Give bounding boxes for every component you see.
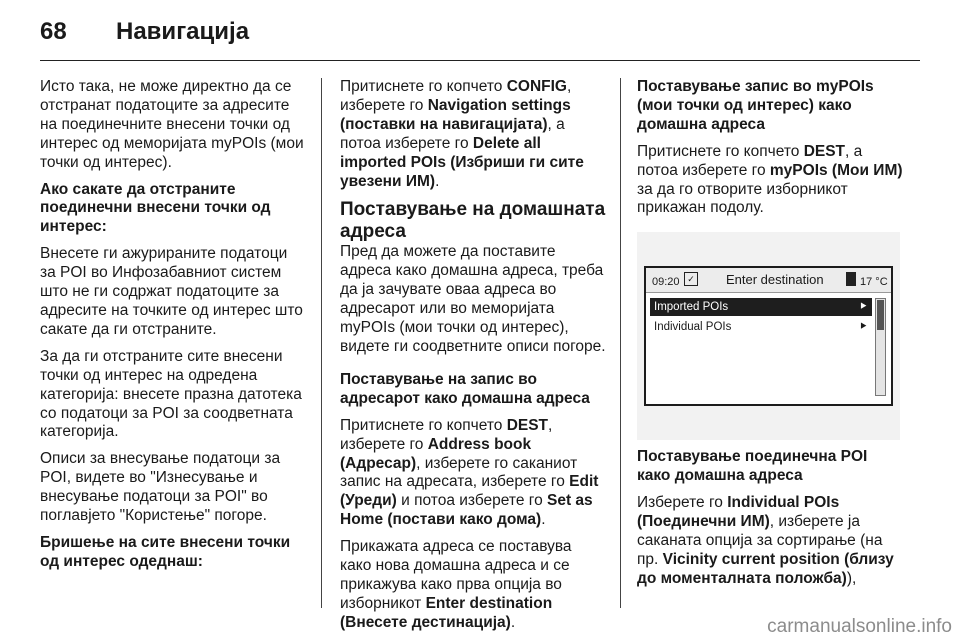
paragraph: Притиснете го копчето DEST, а потоа изберете го myPOIs (Мои ИМ) за да го отворите изборникот прикажан подолу. — [637, 142, 903, 217]
paragraph: Изберете го Individual POIs (Поединечни ИМ), изберете ја саканата опција за сортирање (на пр. Vicinity current position (близу до моменталната положба)), — [637, 494, 894, 587]
section-heading: Поставување поединечна POI како домашна адреса — [637, 448, 868, 485]
enter-destination-label: Enter destination (Внесете дестинација) — [340, 594, 553, 631]
mypois-label: myPOIs (Мои ИМ) — [769, 161, 903, 179]
individual-pois-label: Individual POIs (Поединечни ИМ) — [637, 494, 840, 531]
section-heading: Ако сакате да отстраните поединечни внесени точки од интерес: — [40, 180, 271, 236]
header-rule — [40, 60, 920, 61]
set-as-home-label: Set as Home (постави како дома) — [340, 492, 593, 529]
section-heading: Поставување запис во myPOIs (мои точки од интерес) како домашна адреса — [637, 78, 874, 133]
section-heading: Бришење на сите внесени точки од интерес одеднаш: — [40, 533, 291, 570]
paragraph: Пред да можете да поставите адреса како домашна адреса, треба да ја зачувате оваа адреса во адресарот или во меморијата myPOIs (мои точки од интерес), видете ги соодветните описи погоре. — [340, 243, 606, 355]
config-button-label: CONFIG — [506, 78, 567, 95]
watermark: carmanualsonline.info — [767, 616, 952, 637]
dest-button-label: DEST — [506, 416, 549, 434]
column-divider — [620, 78, 621, 608]
paragraph: Исто така, не може директно да се отстранат податоците за адресите на поединечните внесени точки од интерес од меморијата myPOIs (мои точки од интерес). — [40, 78, 304, 171]
menu-item-individual-pois[interactable]: Individual POIs ⯈ — [650, 318, 872, 336]
temperature: 17 °C — [860, 276, 888, 289]
page-number: 68 — [40, 18, 67, 45]
paragraph: За да ги отстраните сите внесени точки од интерес на одредена категорија: внесете празна датотека со податоци за POI за соодветната категорија. — [40, 347, 302, 441]
paragraph: Прикажата адреса се поставува како нова домашна адреса и се прикажува како прва опција во изборникот Enter destination (Внесете дестинација). — [340, 538, 572, 631]
menu-item-imported-pois[interactable]: Imported POIs ⯈ — [650, 298, 872, 316]
clock: 09:20 — [652, 276, 680, 289]
vicinity-label: Vicinity current position (близу до моменталната положба) — [637, 550, 894, 587]
arrow-right-icon: ⯈ — [858, 301, 868, 314]
column-divider — [321, 78, 322, 608]
address-book-label: Address book (Адресар) — [340, 435, 532, 472]
scrollbar[interactable] — [875, 298, 886, 396]
column-left — [40, 78, 306, 580]
paragraph: Притиснете го копчето CONFIG, изберете го Navigation settings (поставки на навигацијата), а потоа изберете го Delete all imported POIs (Избриши ги сите увезени ИМ). — [340, 78, 584, 190]
paragraph: Притиснете го копчето DEST, изберете го Address book (Адресар), изберете го саканиот запис на адресата, изберете го Edit (Уреди) и потоа изберете го Set as Home (постави како дома). — [340, 416, 599, 529]
page-header — [40, 18, 920, 58]
section-title: Поставување на домашната адреса — [340, 199, 606, 243]
section-heading: Поставување на запис во адресарот како домашна адреса — [340, 370, 590, 407]
screen-title: Enter destination — [726, 272, 824, 288]
page-title: Навигација — [116, 18, 250, 45]
phone-icon — [846, 272, 856, 286]
navigation-settings-label: Navigation settings (поставки на навигацијата) — [340, 96, 571, 133]
edit-label: Edit (Уреди) — [340, 473, 599, 510]
paragraph: Описи за внесување податоци за POI, видете во "Изнесување и внесување податоци за POI" во поглавјето "Користење" погоре. — [40, 450, 281, 525]
dest-button-label: DEST — [803, 142, 846, 160]
arrow-right-icon: ⯈ — [858, 321, 868, 334]
paragraph: Внесете ги ажурираните податоци за POI во Инфозабавниот систем што не ги содржат податоците за адресите на точките од интерес што сакате да ги отстраните. — [40, 245, 303, 338]
display-screen — [644, 266, 893, 406]
screen-status-bar — [646, 268, 891, 293]
screen-illustration — [637, 232, 900, 440]
column-middle — [340, 78, 606, 641]
check-icon: ✓ — [684, 272, 698, 286]
column-right — [637, 78, 903, 597]
scrollbar-thumb[interactable] — [877, 300, 884, 330]
delete-all-pois-label: Delete all imported POIs (Избриши ги сите увезени ИМ) — [340, 134, 584, 190]
